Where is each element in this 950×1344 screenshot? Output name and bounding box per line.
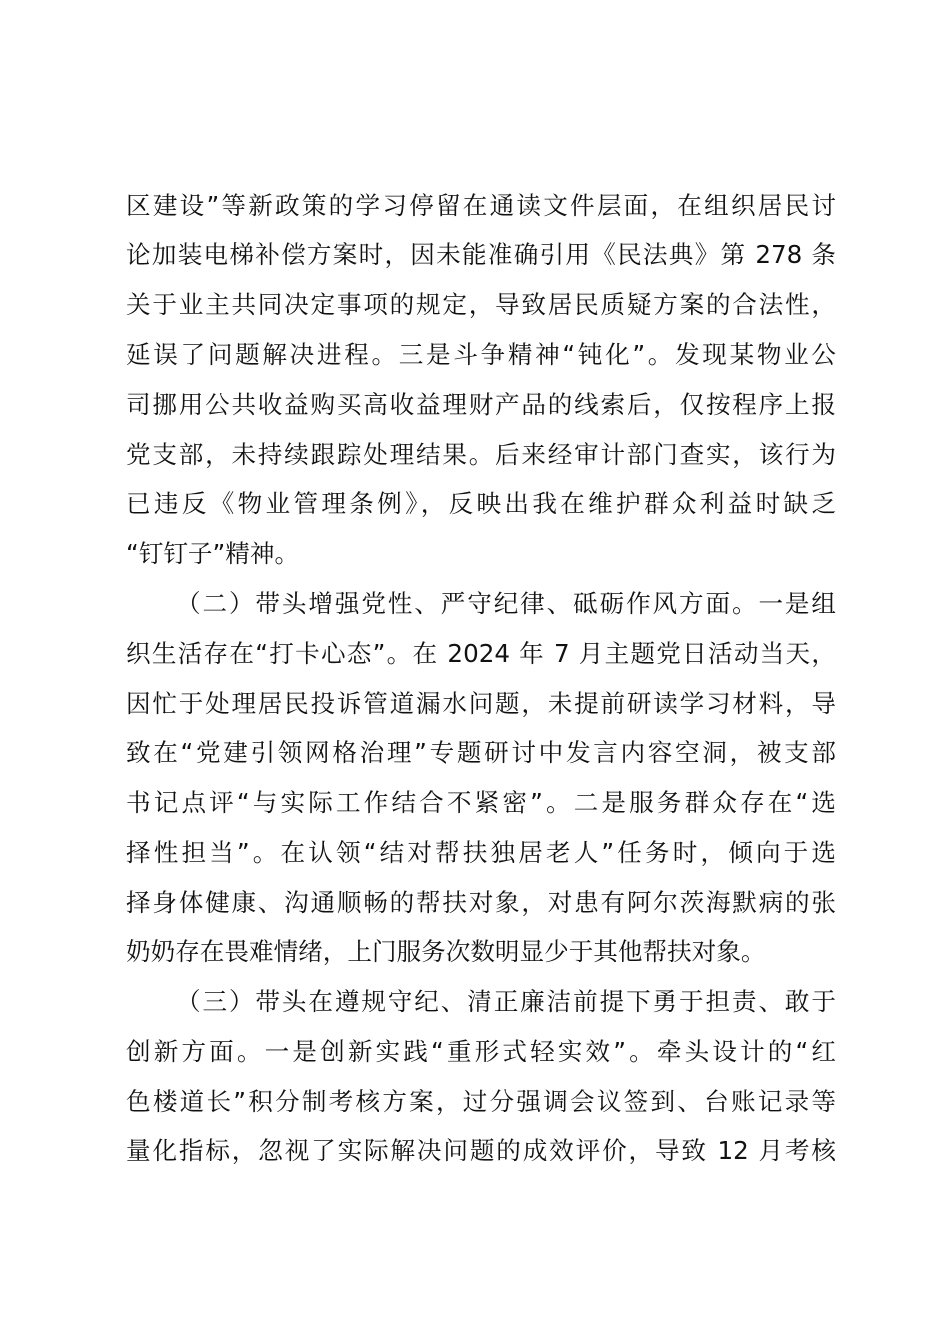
text-line: 书记点评“与实际工作结合不紧密”。二是服务群众存在“选 [126,788,836,817]
text-line: 量化指标，忽视了实际解决问题的成效评价，导致 12 月考核 [126,1136,836,1165]
text-line-paragraph-end: “钉钉子”精神。 [126,539,300,568]
text-line: 因忙于处理居民投诉管道漏水问题，未提前研读学习材料，导 [126,689,836,718]
text-line: 择身体健康、沟通顺畅的帮扶对象，对患有阿尔茨海默病的张 [126,888,836,917]
section-heading-line-2: （二）带头增强党性、严守纪律、砥砺作风方面。一是组 [176,589,836,618]
text-line: 织生活存在“打卡心态”。在 2024 年 7 月主题党日活动当天， [126,639,836,668]
text-line: 关于业主共同决定事项的规定，导致居民质疑方案的合法性， [126,290,836,319]
text-line: 区建设”等新政策的学习停留在通读文件层面，在组织居民讨 [126,191,836,220]
text-line: 择性担当”。在认领“结对帮扶独居老人”任务时，倾向于选 [126,838,836,867]
text-line: 司挪用公共收益购买高收益理财产品的线索后，仅按程序上报 [126,390,836,419]
text-line: 党支部，未持续跟踪处理结果。后来经审计部门查实，该行为 [126,440,836,469]
text-line: 已违反《物业管理条例》，反映出我在维护群众利益时缺乏 [126,489,836,518]
text-line: 论加装电梯补偿方案时，因未能准确引用《民法典》第 278 条 [126,240,836,269]
section-heading-line-3: （三）带头在遵规守纪、清正廉洁前提下勇于担责、敢于 [176,987,836,1016]
text-line: 创新方面。一是创新实践“重形式轻实效”。牵头设计的“红 [126,1037,836,1066]
text-line-paragraph-end: 奶奶存在畏难情绪，上门服务次数明显少于其他帮扶对象。 [126,937,766,966]
text-line: 延误了问题解决进程。三是斗争精神“钝化”。发现某物业公 [126,340,836,369]
text-line: 致在“党建引领网格治理”专题研讨中发言内容空洞，被支部 [126,738,836,767]
text-line: 色楼道长”积分制考核方案，过分强调会议签到、台账记录等 [126,1087,836,1116]
